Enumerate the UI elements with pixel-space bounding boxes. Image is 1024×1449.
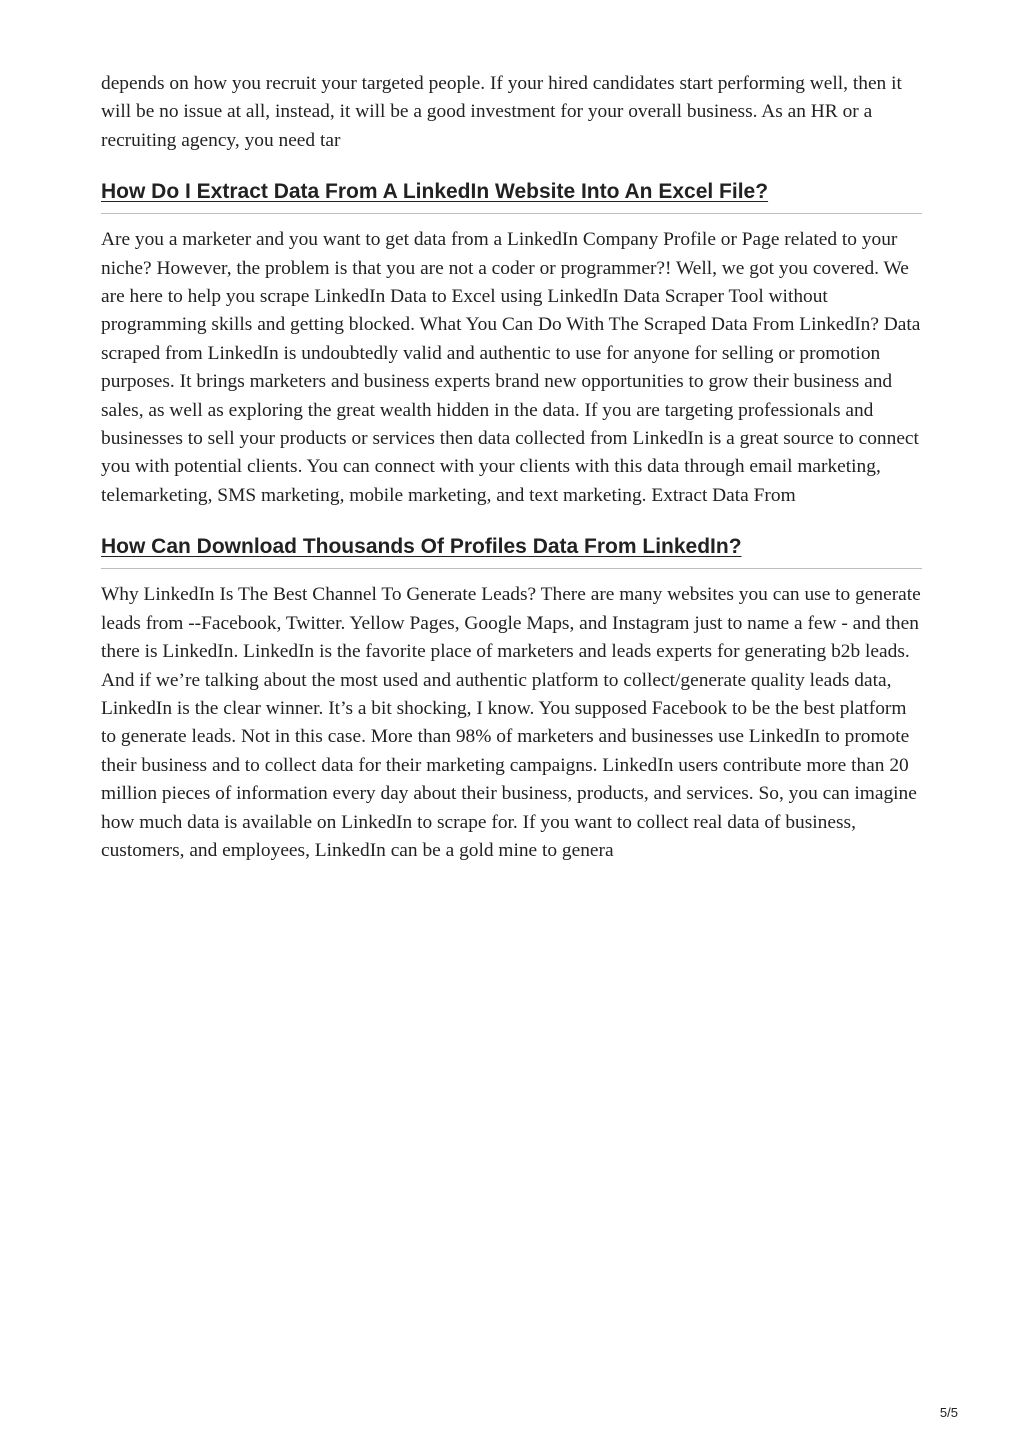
- intro-paragraph: depends on how you recruit your targeted people. If your hired candidates start performing well, then it will be no issue at all, instead, it will be a good investment for your overall business. As an HR or a recruiting agency, you need tar: [101, 73, 902, 151]
- section-divider: [101, 213, 922, 214]
- section-heading-download-profiles[interactable]: [101, 532, 922, 562]
- section-body-extract-excel: Are you a marketer and you want to get data from a LinkedIn Company Profile or Page related to your niche? However, the problem is that you are not a coder or programmer?! Well, we got you covered. We are here to help you scrape LinkedIn Data to Excel using LinkedIn Data Scraper Tool without programming skills and getting blocked. What You Can Do With The Scraped Data From LinkedIn? Data scraped from LinkedIn is undoubtedly valid and authentic to use for anyone for selling or promotion purposes. It brings marketers and business experts brand new opportunities to grow their business and sales, as well as exploring the great wealth hidden in the data. If you are targeting professionals and businesses to sell your products or services then data collected from LinkedIn is a great source to connect you with potential clients. You can connect with your clients with this data through email marketing, telemarketing, SMS marketing, mobile marketing, and text marketing. Extract Data From: [101, 229, 921, 506]
- document-page: [101, 70, 922, 865]
- section-heading-extract-excel[interactable]: [101, 177, 922, 207]
- section-heading-link[interactable]: How Can Download Thousands Of Profiles Data From LinkedIn?: [101, 535, 742, 559]
- section-heading-link[interactable]: How Do I Extract Data From A LinkedIn Website Into An Excel File?: [101, 180, 769, 204]
- section-body-download-profiles: Why LinkedIn Is The Best Channel To Generate Leads? There are many websites you can use to generate leads from --Facebook, Twitter. Yellow Pages, Google Maps, and Instagram just to name a few - and then there is LinkedIn. LinkedIn is the favorite place of marketers and leads experts for generating b2b leads. And if we’re talking about the most used and authentic platform to collect/generate quality leads data, LinkedIn is the clear winner. It’s a bit shocking, I know. You supposed Facebook to be the best platform to generate leads. Not in this case. More than 98% of marketers and businesses use LinkedIn to promote their business and to collect data for their marketing campaigns. LinkedIn users contribute more than 20 million pieces of information every day about their business, products, and services. So, you can imagine how much data is available on LinkedIn to scrape for. If you want to collect real data of business, customers, and employees, LinkedIn can be a gold mine to genera: [101, 584, 921, 861]
- section-divider: [101, 568, 922, 569]
- page-number: 5/5: [939, 1405, 958, 1420]
